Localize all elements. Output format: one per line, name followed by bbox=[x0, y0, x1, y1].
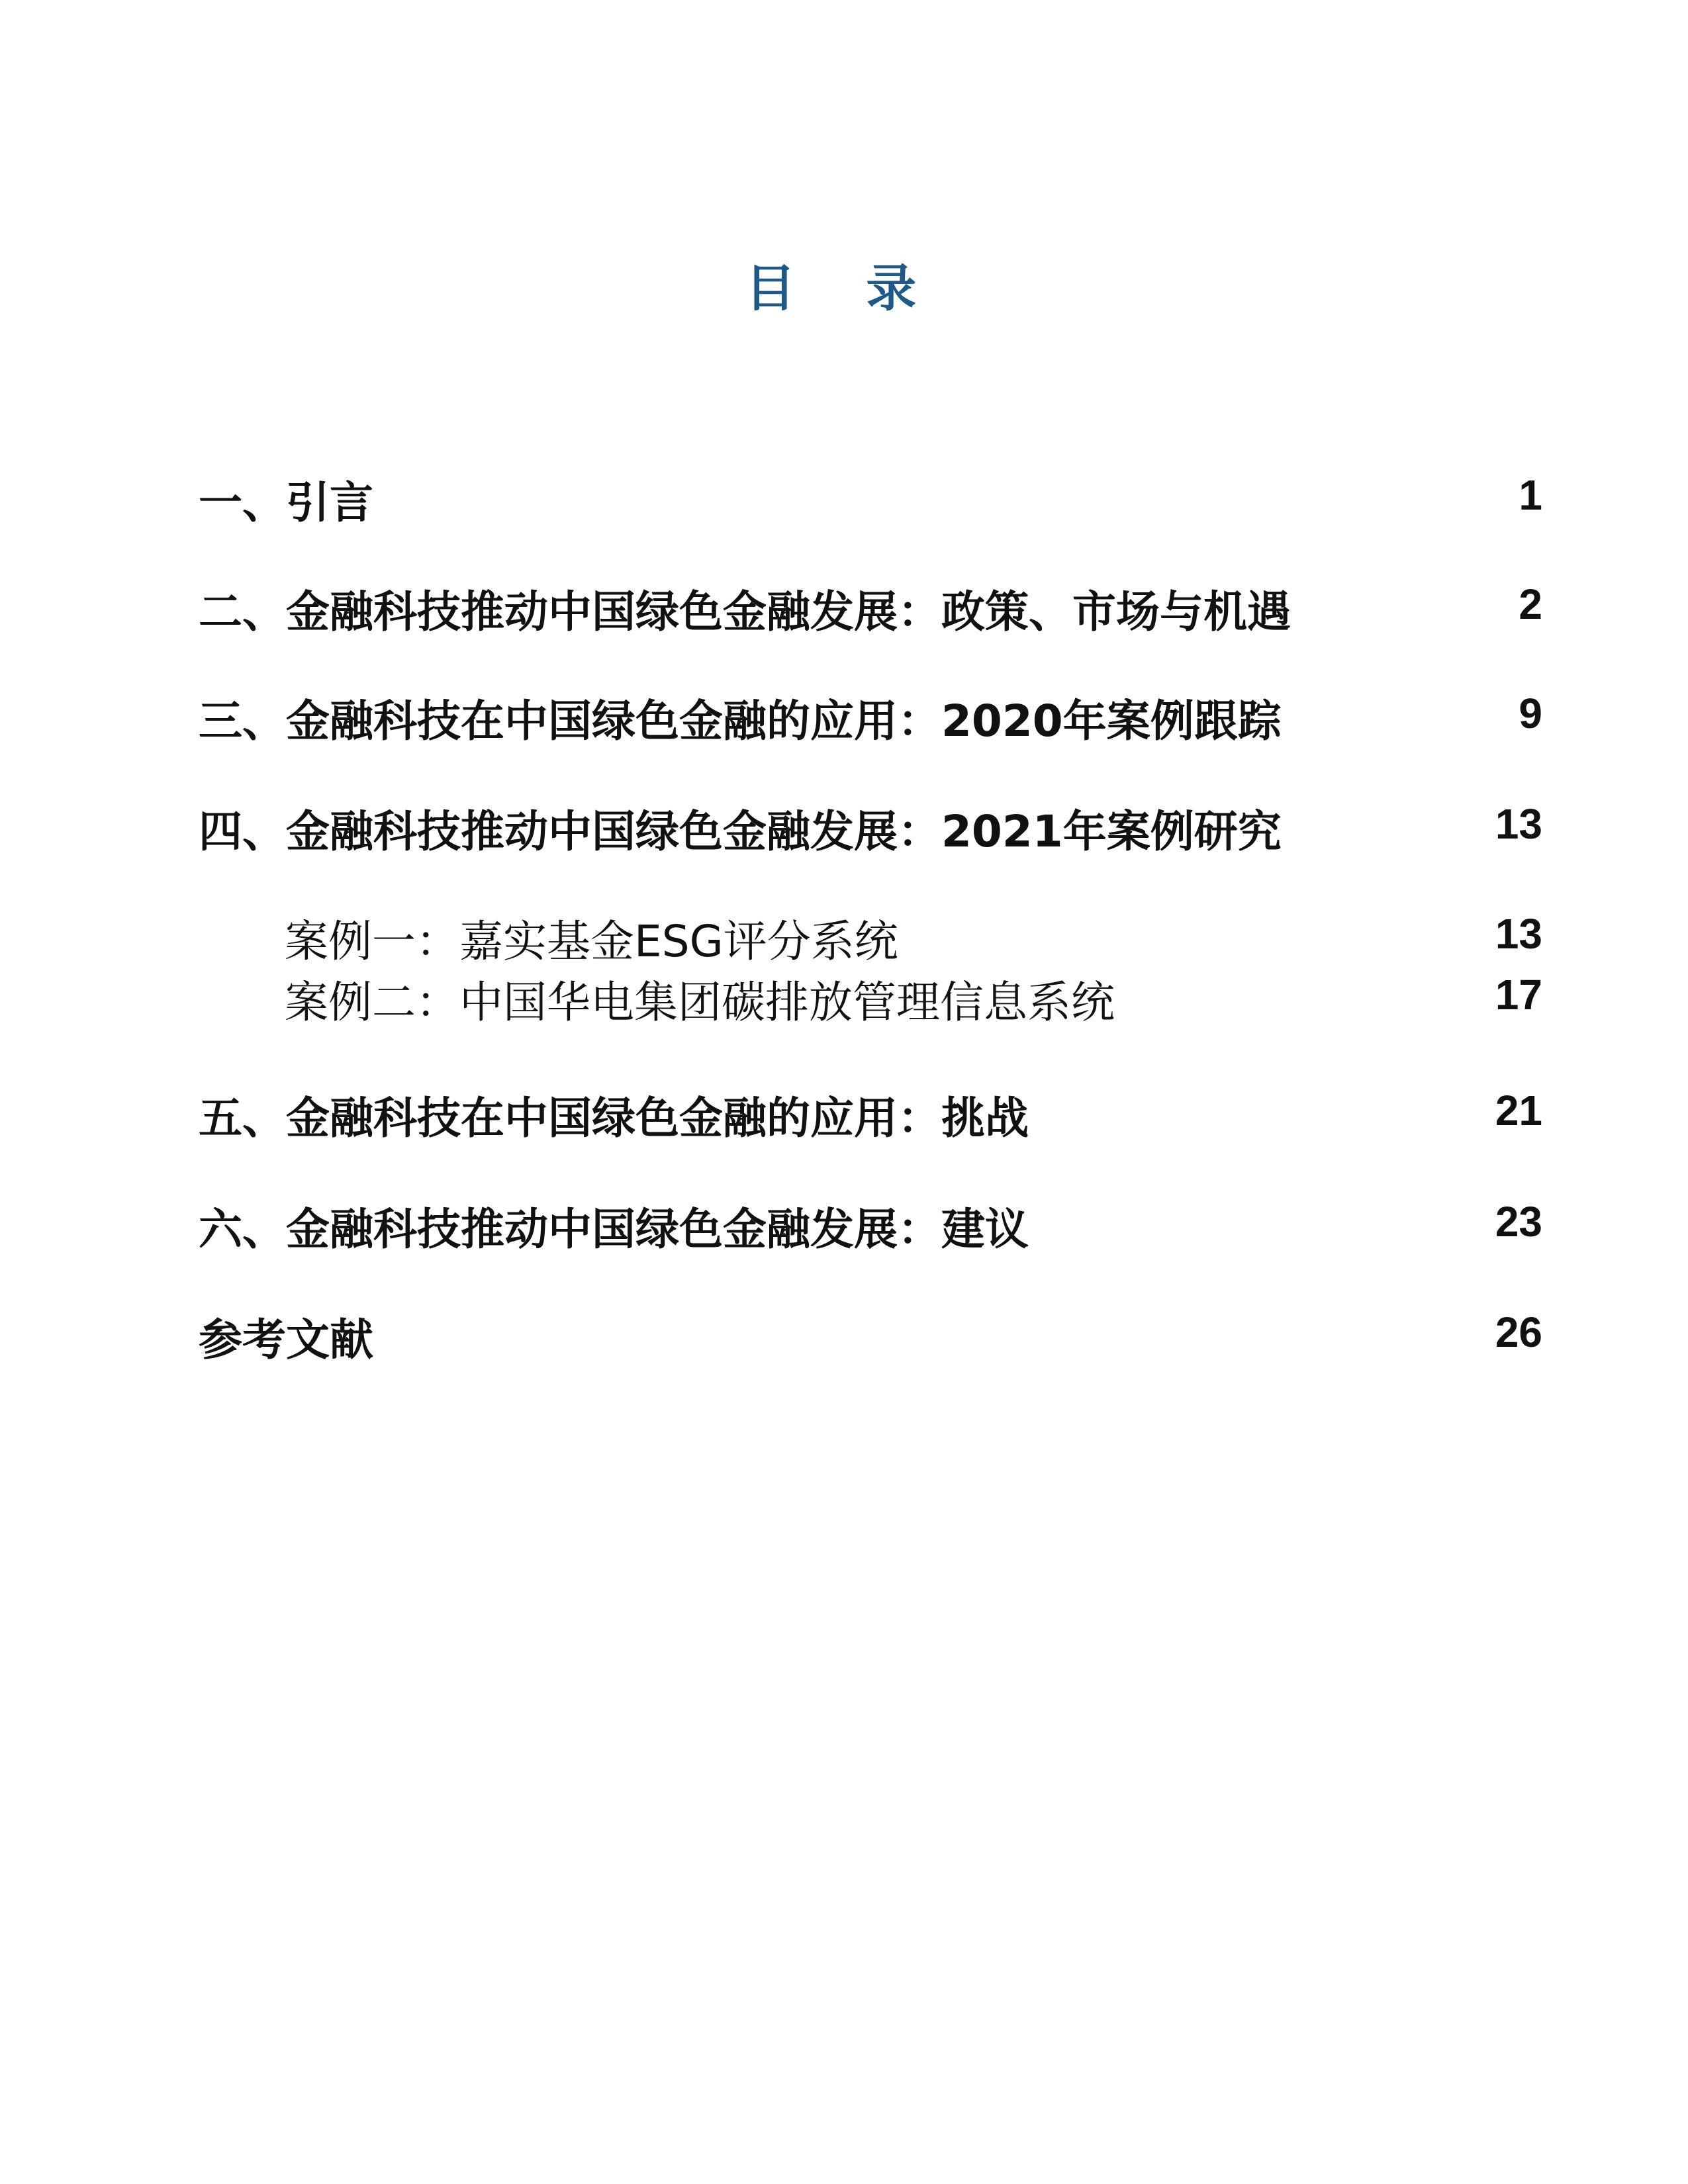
toc-entry-page-number: 9 bbox=[1519, 690, 1542, 737]
toc-entry-page-number: 2 bbox=[1519, 580, 1542, 628]
toc-entry-page-number: 13 bbox=[1495, 800, 1542, 848]
toc-entry-chapter-3[interactable] bbox=[199, 692, 1542, 751]
toc-entry-label: 四、金融科技推动中国绿色金融发展：2021年案例研究 bbox=[199, 806, 1282, 857]
toc-entry-introduction[interactable] bbox=[199, 473, 1542, 533]
toc-entry-references[interactable] bbox=[199, 1310, 1542, 1370]
toc-entry-page-number: 1 bbox=[1519, 471, 1542, 519]
toc-entry-page-number: 23 bbox=[1495, 1198, 1542, 1246]
toc-entry-label: 案例二：中国华电集团碳排放管理信息系统 bbox=[285, 977, 1115, 1028]
toc-entry-label: 参考文献 bbox=[199, 1314, 373, 1365]
toc-entry-case-1[interactable] bbox=[199, 912, 1542, 972]
toc-entry-chapter-5[interactable] bbox=[199, 1089, 1542, 1148]
toc-entry-label: 一、引言 bbox=[199, 477, 373, 528]
toc-entry-label: 六、金融科技推动中国绿色金融发展：建议 bbox=[199, 1204, 1029, 1255]
toc-entry-label: 二、金融科技推动中国绿色金融发展：政策、市场与机遇 bbox=[199, 586, 1291, 637]
toc-entry-chapter-6[interactable] bbox=[199, 1200, 1542, 1259]
toc-entry-page-number: 17 bbox=[1495, 971, 1542, 1019]
toc-entry-label: 三、金融科技在中国绿色金融的应用：2020年案例跟踪 bbox=[199, 696, 1282, 747]
toc-entry-page-number: 26 bbox=[1495, 1308, 1542, 1356]
toc-entry-page-number: 13 bbox=[1495, 910, 1542, 958]
toc-entry-label: 五、金融科技在中国绿色金融的应用：挑战 bbox=[199, 1093, 1029, 1144]
toc-entry-chapter-4[interactable] bbox=[199, 802, 1542, 862]
toc-entry-case-2[interactable] bbox=[199, 973, 1542, 1032]
toc-title: 目 录 bbox=[745, 259, 943, 318]
toc-entry-page-number: 21 bbox=[1495, 1087, 1542, 1134]
toc-entry-chapter-2[interactable] bbox=[199, 582, 1542, 642]
toc-entry-label: 案例一：嘉实基金ESG评分系统 bbox=[285, 916, 898, 967]
